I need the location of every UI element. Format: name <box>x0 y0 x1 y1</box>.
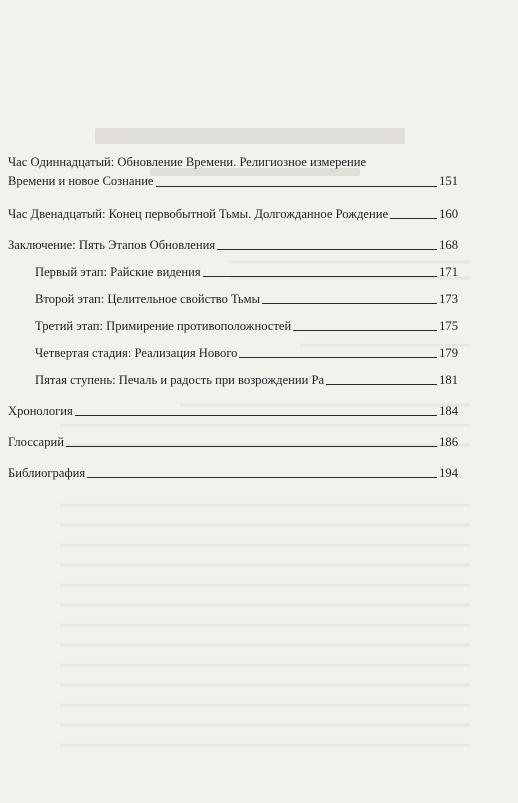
toc-page-number: 173 <box>439 292 458 306</box>
dot-leader <box>239 357 437 358</box>
toc-entry-title: Библиография <box>8 466 86 480</box>
toc-entry-glossary <box>8 434 458 450</box>
dot-leader <box>66 446 437 447</box>
toc-page-number: 168 <box>439 238 458 252</box>
toc-page-number: 181 <box>439 373 458 387</box>
dot-leader <box>203 276 437 277</box>
dot-leader <box>217 249 437 250</box>
toc-entry-title: Первый этап: Райские видения <box>35 265 201 279</box>
toc-entry-bibliography <box>8 465 458 481</box>
toc-entry-stage-4 <box>35 345 458 361</box>
toc-entry-chronology <box>8 403 458 419</box>
dot-leader <box>326 384 437 385</box>
dot-leader <box>87 477 437 478</box>
dot-leader <box>156 186 438 187</box>
toc-entry-stage-1 <box>35 264 458 280</box>
toc-page-number: 160 <box>439 207 458 221</box>
toc-entry-title-line2: Времени и новое Сознание <box>8 174 154 188</box>
dot-leader <box>262 303 437 304</box>
toc-entry-title: Хронология <box>8 404 73 418</box>
dot-leader <box>390 218 437 219</box>
toc-entry-title: Второй этап: Целительное свойство Тьмы <box>35 292 261 306</box>
toc-page-number: 186 <box>439 435 458 449</box>
toc-page-number: 194 <box>439 466 458 480</box>
toc-page-number: 171 <box>439 265 458 279</box>
toc-entry-stage-5 <box>35 372 458 388</box>
toc-entry-title: Глоссарий <box>8 435 64 449</box>
toc-entry-title: Четвертая стадия: Реализация Нового <box>35 346 238 360</box>
toc-entry-title: Третий этап: Примирение противоположностей <box>35 319 292 333</box>
toc-entry-stage-2 <box>35 291 458 307</box>
dot-leader <box>75 415 437 416</box>
toc-entry-title: Пятая ступень: Печаль и радость при возрождении Ра <box>35 373 325 387</box>
dot-leader <box>293 330 437 331</box>
toc-entry-hour-twelve <box>8 206 458 222</box>
toc-page-number: 179 <box>439 346 458 360</box>
toc-entry-title: Заключение: Пять Этапов Обновления <box>8 238 216 252</box>
toc-entry-conclusion <box>8 237 458 253</box>
toc-page-number: 175 <box>439 319 458 333</box>
toc-entry-stage-3 <box>35 318 458 334</box>
toc-page-number: 184 <box>439 404 458 418</box>
toc-entry-hour-eleven <box>8 153 458 191</box>
toc-page-number: 151 <box>439 174 458 188</box>
toc-entry-title: Час Двенадцатый: Конец первобытной Тьмы. Долгожданное Рождение <box>8 207 389 221</box>
toc-entry-title-line1: Час Одиннадцатый: Обновление Времени. Религиозное измерение <box>8 155 367 169</box>
